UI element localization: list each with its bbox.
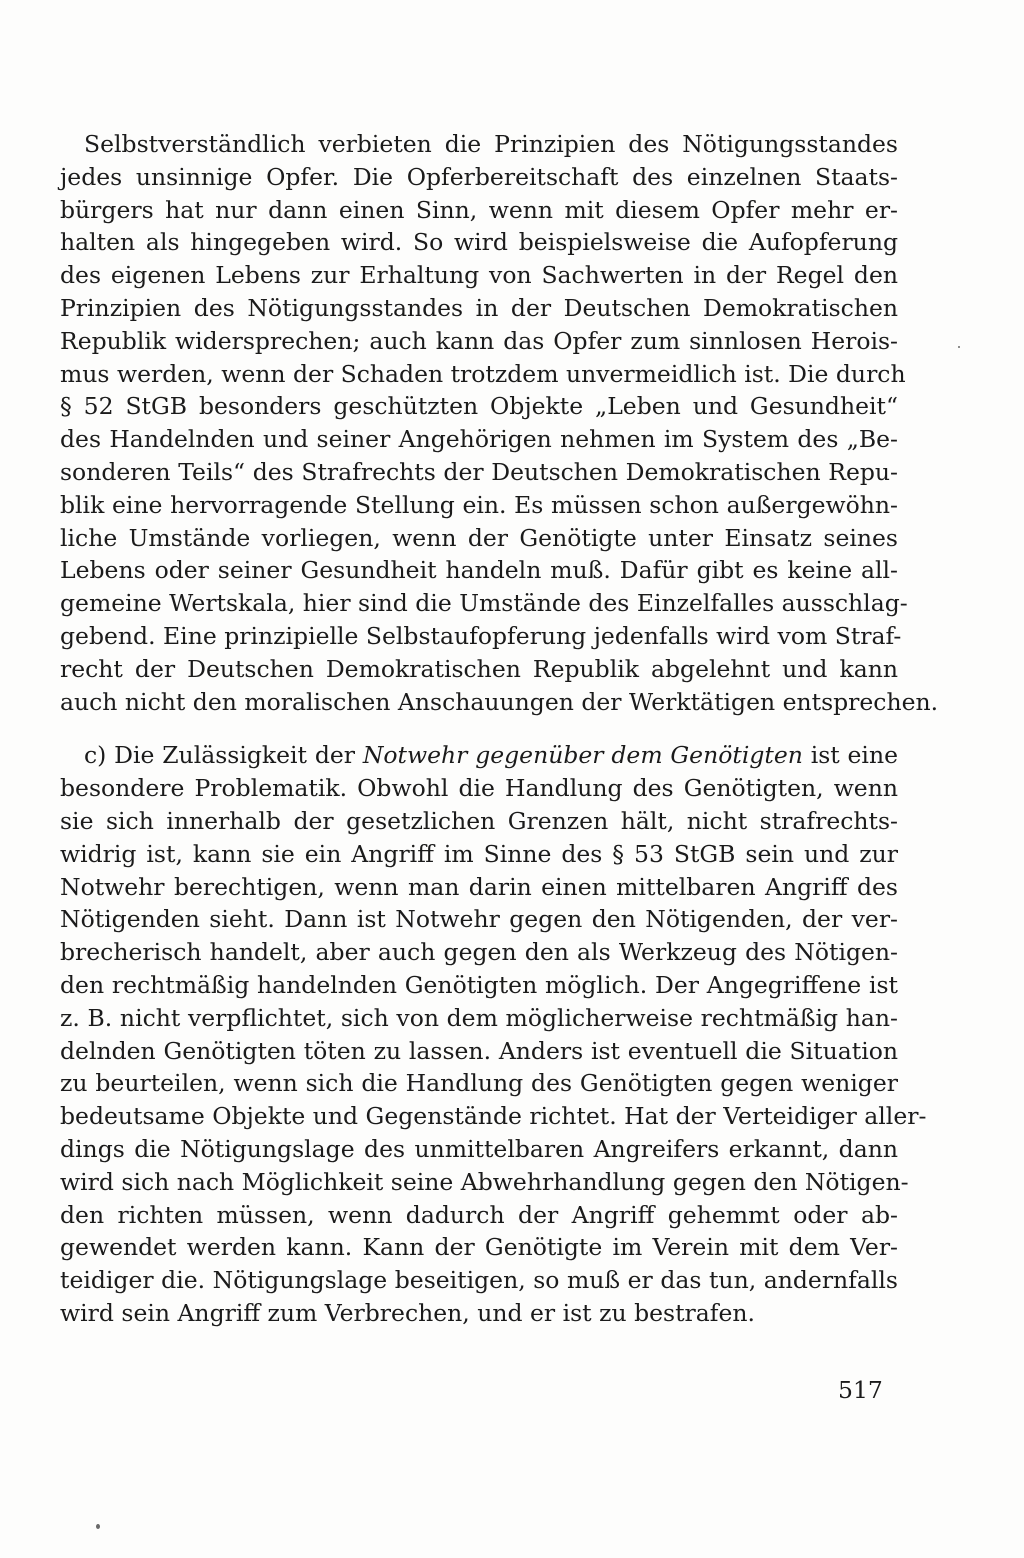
line-prefix: c) Die Zulässigkeit der bbox=[84, 741, 363, 770]
text-line: dings die Nötigungslage des unmittelbaren Angreifers erkannt, dann bbox=[60, 1134, 898, 1163]
text-line: besondere Problematik. Obwohl die Handlung des Genötigten, wenn bbox=[60, 774, 898, 803]
text-line: mus werden, wenn der Schaden trotzdem unvermeidlich ist. Die durch bbox=[60, 359, 906, 388]
text-line: gebend. Eine prinzipielle Selbstaufopferung jedenfalls wird vom Straf- bbox=[60, 621, 902, 650]
text-line: auch nicht den moralischen Anschauungen der Werktätigen entsprechen. bbox=[60, 687, 939, 716]
text-line: Notwehr berechtigen, wenn man darin einen mittelbaren Angriff des bbox=[60, 872, 898, 901]
text-line: widrig ist, kann sie ein Angriff im Sinne des § 53 StGB sein und zur bbox=[60, 839, 898, 868]
text-line: den rechtmäßig handelnden Genötigten möglich. Der Angegriffene ist bbox=[60, 970, 898, 999]
text-line: halten als hingegeben wird. So wird beispielsweise die Aufopferung bbox=[60, 228, 898, 257]
text-line: blik eine hervorragende Stellung ein. Es müssen schon außergewöhn- bbox=[60, 490, 898, 519]
paragraph-spacer bbox=[60, 718, 898, 739]
text-line: zu beurteilen, wenn sich die Handlung des Genötigten gegen weniger bbox=[60, 1069, 898, 1098]
body-text bbox=[60, 128, 939, 1330]
text-line: brecherisch handelt, aber auch gegen den als Werkzeug des Nötigen- bbox=[60, 938, 898, 967]
paper-speck bbox=[958, 346, 960, 348]
text-line: Prinzipien des Nötigungsstandes in der Deutschen Demokratischen bbox=[60, 293, 898, 322]
text-line: sonderen Teils“ des Strafrechts der Deutschen Demokratischen Repu- bbox=[60, 457, 898, 486]
text-line: z. B. nicht verpflichtet, sich von dem möglicherweise rechtmäßig han- bbox=[60, 1003, 898, 1032]
text-line: wird sich nach Möglichkeit seine Abwehrhandlung gegen den Nötigen- bbox=[60, 1167, 909, 1196]
text-line: Selbstverständlich verbieten die Prinzipien des Nötigungsstandes bbox=[84, 130, 898, 158]
text-line: bürgers hat nur dann einen Sinn, wenn mit diesem Opfer mehr er- bbox=[60, 195, 898, 224]
text-line: delnden Genötigten töten zu lassen. Anders ist eventuell die Situation bbox=[60, 1036, 898, 1065]
paper-speck bbox=[96, 1524, 100, 1529]
line-suffix: ist eine bbox=[802, 741, 898, 770]
text-line: wird sein Angriff zum Verbrechen, und er ist zu bestrafen. bbox=[60, 1298, 755, 1327]
text-line: gemeine Wertskala, hier sind die Umstände des Einzelfalles ausschlag- bbox=[60, 589, 908, 618]
text-line: liche Umstände vorliegen, wenn der Genötigte unter Einsatz seines bbox=[60, 523, 898, 552]
text-line: jedes unsinnige Opfer. Die Opferbereitschaft des einzelnen Staats- bbox=[60, 162, 898, 191]
text-line-with-emphasis bbox=[60, 739, 898, 772]
text-line: den richten müssen, wenn dadurch der Angriff gehemmt oder ab- bbox=[60, 1200, 898, 1229]
text-line: recht der Deutschen Demokratischen Republik abgelehnt und kann bbox=[60, 654, 898, 683]
text-line: bedeutsame Objekte und Gegenstände richtet. Hat der Verteidiger aller- bbox=[60, 1102, 927, 1131]
paragraph-2 bbox=[60, 739, 927, 1329]
text-line: des eigenen Lebens zur Erhaltung von Sachwerten in der Regel den bbox=[60, 261, 898, 290]
paragraph-1 bbox=[60, 128, 939, 718]
text-line: Nötigenden sieht. Dann ist Notwehr gegen den Nötigenden, der ver- bbox=[60, 905, 898, 934]
text-line: teidiger die. Nötigungslage beseitigen, so muß er das tun, andernfalls bbox=[60, 1266, 898, 1295]
text-line: sie sich innerhalb der gesetzlichen Grenzen hält, nicht strafrechts- bbox=[60, 806, 898, 835]
text-line: Republik widersprechen; auch kann das Opfer zum sinnlosen Herois- bbox=[60, 326, 898, 355]
emphasis-term: Notwehr gegenüber dem Genötigten bbox=[362, 741, 803, 770]
page-number: 517 bbox=[838, 1376, 883, 1404]
text-line: gewendet werden kann. Kann der Genötigte im Verein mit dem Ver- bbox=[60, 1233, 898, 1262]
text-line: Lebens oder seiner Gesundheit handeln muß. Dafür gibt es keine all- bbox=[60, 556, 898, 585]
text-line: des Handelnden und seiner Angehörigen nehmen im System des „Be- bbox=[60, 425, 898, 454]
text-line: § 52 StGB besonders geschützten Objekte „Leben und Gesundheit“ bbox=[60, 392, 898, 421]
